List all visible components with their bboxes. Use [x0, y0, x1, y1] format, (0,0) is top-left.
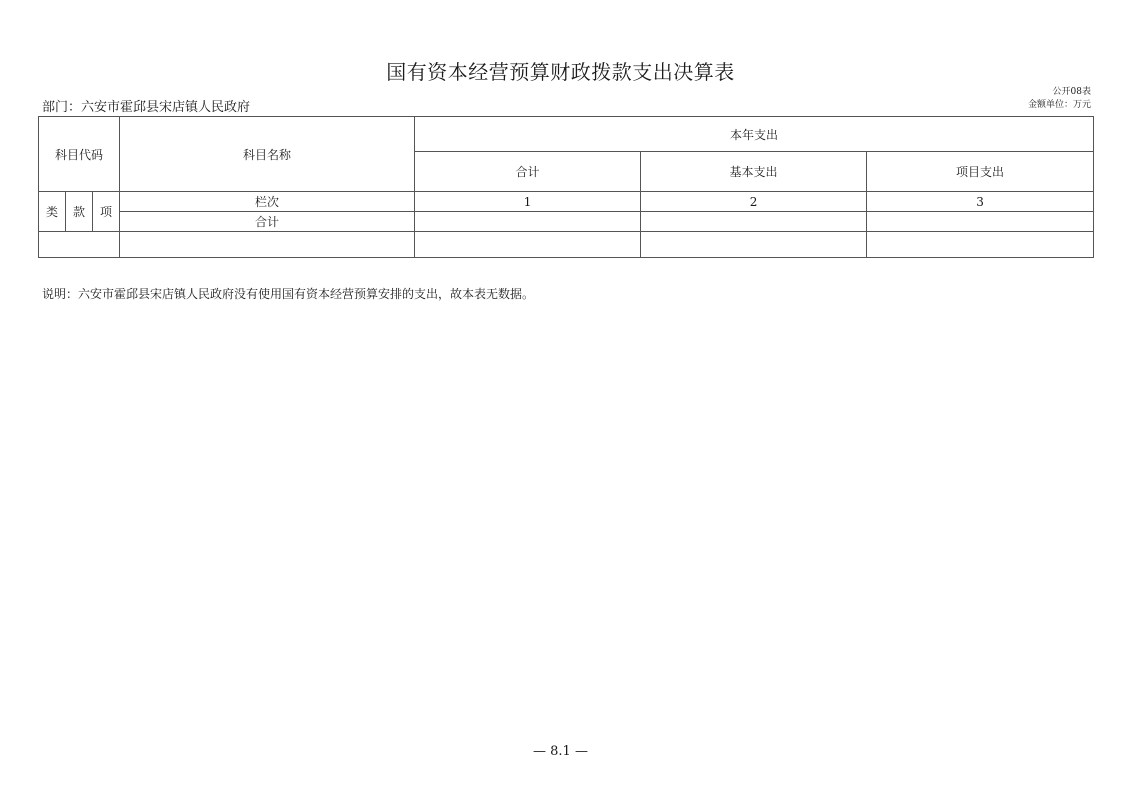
column-number-label: 栏次 — [120, 192, 415, 212]
column-number-2: 2 — [641, 192, 867, 212]
header-current-year: 本年支出 — [415, 117, 1094, 152]
empty-cell-3 — [867, 232, 1094, 258]
header-row-1 — [39, 117, 1094, 152]
department-label: 部门：六安市霍邱县宋店镇人民政府 — [42, 100, 251, 115]
header-total: 合计 — [415, 152, 641, 192]
empty-cell-2 — [641, 232, 867, 258]
page-number: — 8.1 — — [533, 744, 588, 759]
explanation-note: 说明：六安市霍邱县宋店镇人民政府没有使用国有资本经营预算安排的支出，故本表无数据。 — [42, 287, 535, 301]
page-title: 国有资本经营预算财政拨款支出决算表 — [386, 60, 735, 84]
header-xiang: 项 — [93, 192, 120, 232]
expenditure-table — [38, 116, 1094, 258]
header-kuan: 款 — [66, 192, 93, 232]
column-number-1: 1 — [415, 192, 641, 212]
header-subject-name: 科目名称 — [120, 117, 415, 192]
total-row — [39, 212, 1094, 232]
total-value-3 — [867, 212, 1094, 232]
column-number-row — [39, 192, 1094, 212]
table-meta — [1028, 86, 1091, 112]
header-project: 项目支出 — [867, 152, 1094, 192]
column-number-3: 3 — [867, 192, 1094, 212]
unit-label: 金额单位：万元 — [1027, 100, 1091, 110]
total-value-2 — [641, 212, 867, 232]
empty-cell-name — [120, 232, 415, 258]
empty-cell-1 — [415, 232, 641, 258]
total-value-1 — [415, 212, 641, 232]
header-lei: 类 — [39, 192, 66, 232]
empty-cell-code — [39, 232, 120, 258]
table-code: 公开08表 — [1052, 87, 1091, 97]
empty-row — [39, 232, 1094, 258]
total-label: 合计 — [120, 212, 415, 232]
header-subject-code: 科目代码 — [39, 117, 120, 192]
header-basic: 基本支出 — [641, 152, 867, 192]
